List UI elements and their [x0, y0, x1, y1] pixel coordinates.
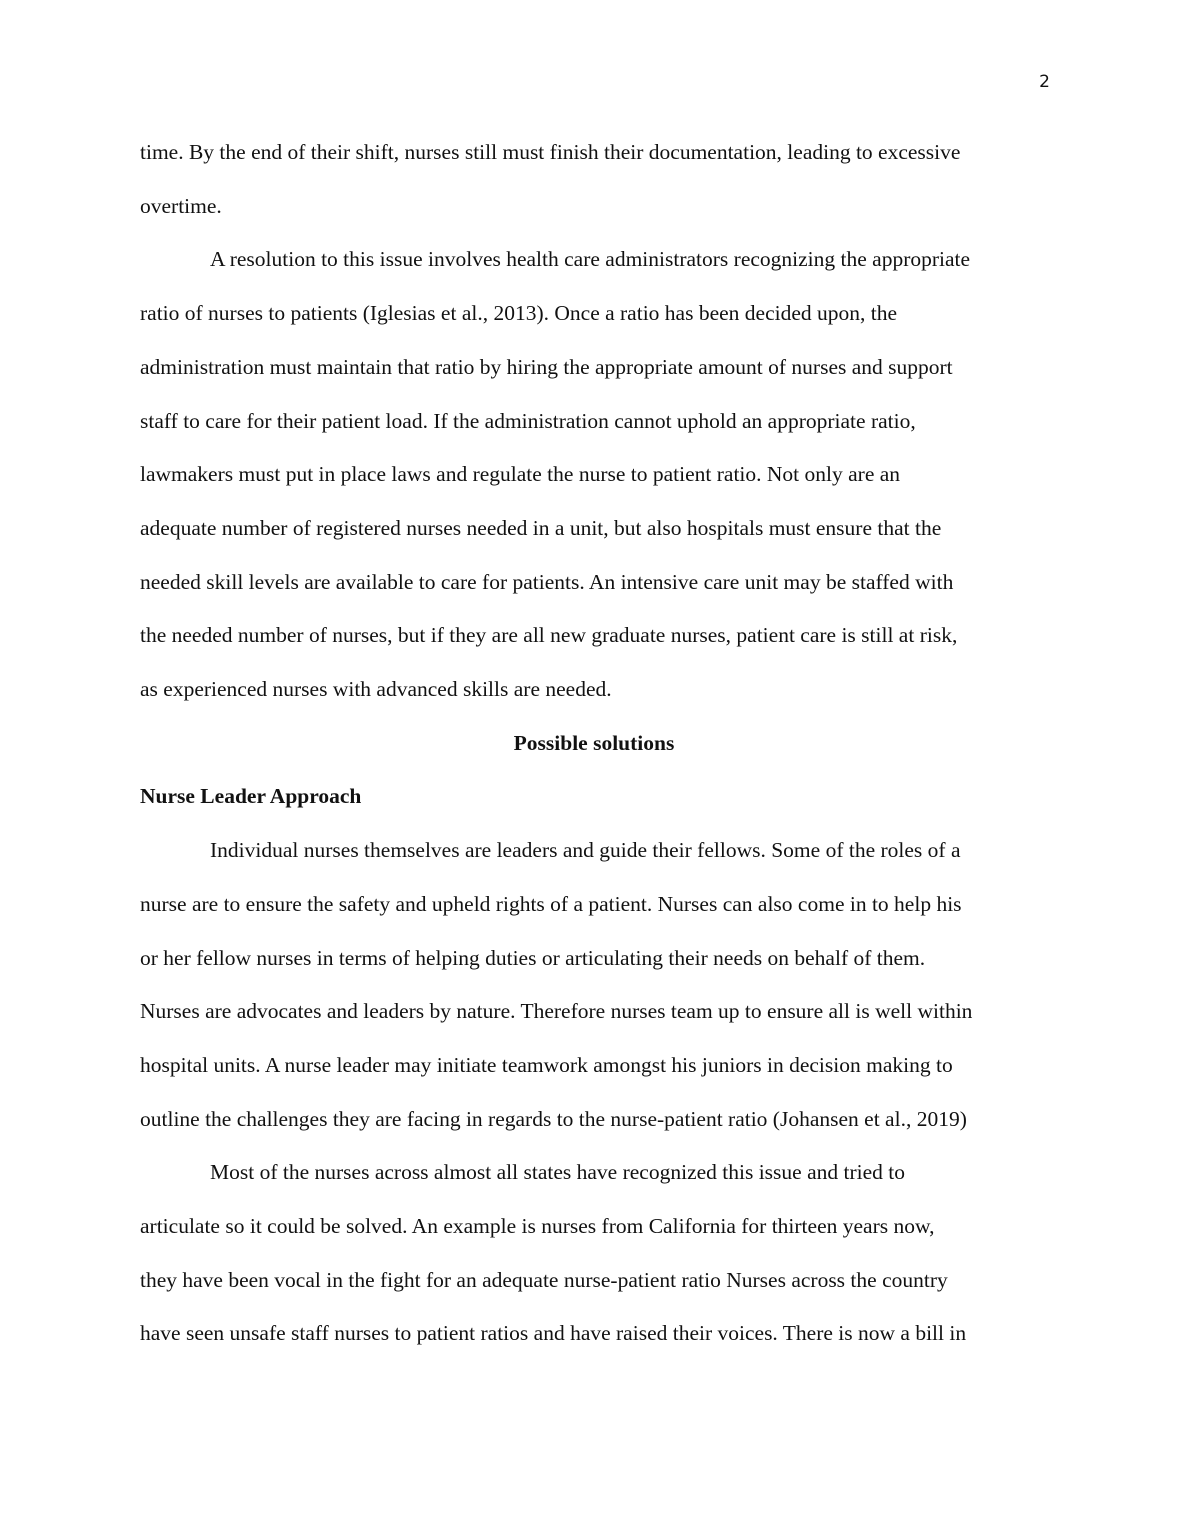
text-line: Most of the nurses across almost all states have recognized this issue and tried to	[210, 1160, 906, 1185]
text-line: outline the challenges they are facing in regards to the nurse-patient ratio (Johansen et al., 2019)	[140, 1106, 967, 1131]
page-number: 2	[1039, 72, 1050, 92]
paragraph-continuation	[140, 126, 1048, 233]
text-line: lawmakers must put in place laws and regulate the nurse to patient ratio. Not only are an	[140, 462, 901, 487]
text-line: A resolution to this issue involves health care administrators recognizing the appropriate	[210, 247, 971, 272]
paragraph-california	[140, 1146, 1048, 1361]
paragraph-nurse-leader	[140, 824, 1048, 1146]
text-line: as experienced nurses with advanced skills are needed.	[140, 677, 612, 702]
text-line: the needed number of nurses, but if they are all new graduate nurses, patient care is still at risk,	[140, 623, 958, 648]
text-line: hospital units. A nurse leader may initiate teamwork amongst his juniors in decision making to	[140, 1052, 953, 1077]
text-line: ratio of nurses to patients (Iglesias et al., 2013). Once a ratio has been decided upon, the	[140, 301, 898, 326]
text-line: nurse are to ensure the safety and upheld rights of a patient. Nurses can also come in to help his	[140, 891, 962, 916]
section-heading: Possible solutions	[513, 730, 675, 755]
document-body	[140, 126, 1048, 1361]
text-line: time. By the end of their shift, nurses still must finish their documentation, leading to excessive	[140, 140, 961, 164]
text-line: they have been vocal in the fight for an adequate nurse-patient ratio Nurses across the country	[140, 1267, 948, 1292]
text-line: adequate number of registered nurses needed in a unit, but also hospitals must ensure that the	[140, 515, 942, 540]
text-line: Individual nurses themselves are leaders and guide their fellows. Some of the roles of a	[210, 838, 961, 863]
paragraph-resolution	[140, 233, 1048, 716]
text-line: staff to care for their patient load. If the administration cannot uphold an appropriate ratio,	[140, 408, 916, 433]
text-line: Nurses are advocates and leaders by nature. Therefore nurses team up to ensure all is well within	[140, 999, 973, 1024]
text-line: articulate so it could be solved. An example is nurses from California for thirteen years now,	[140, 1214, 935, 1239]
subsection-heading: Nurse Leader Approach	[140, 784, 362, 809]
text-line: needed skill levels are available to care for patients. An intensive care unit may be staffed with	[140, 569, 954, 594]
text-line: or her fellow nurses in terms of helping duties or articulating their needs on behalf of them.	[140, 945, 926, 970]
text-line: overtime.	[140, 193, 222, 218]
text-line: administration must maintain that ratio by hiring the appropriate amount of nurses and support	[140, 354, 953, 379]
text-line: have seen unsafe staff nurses to patient ratios and have raised their voices. There is now a bill in	[140, 1321, 967, 1346]
